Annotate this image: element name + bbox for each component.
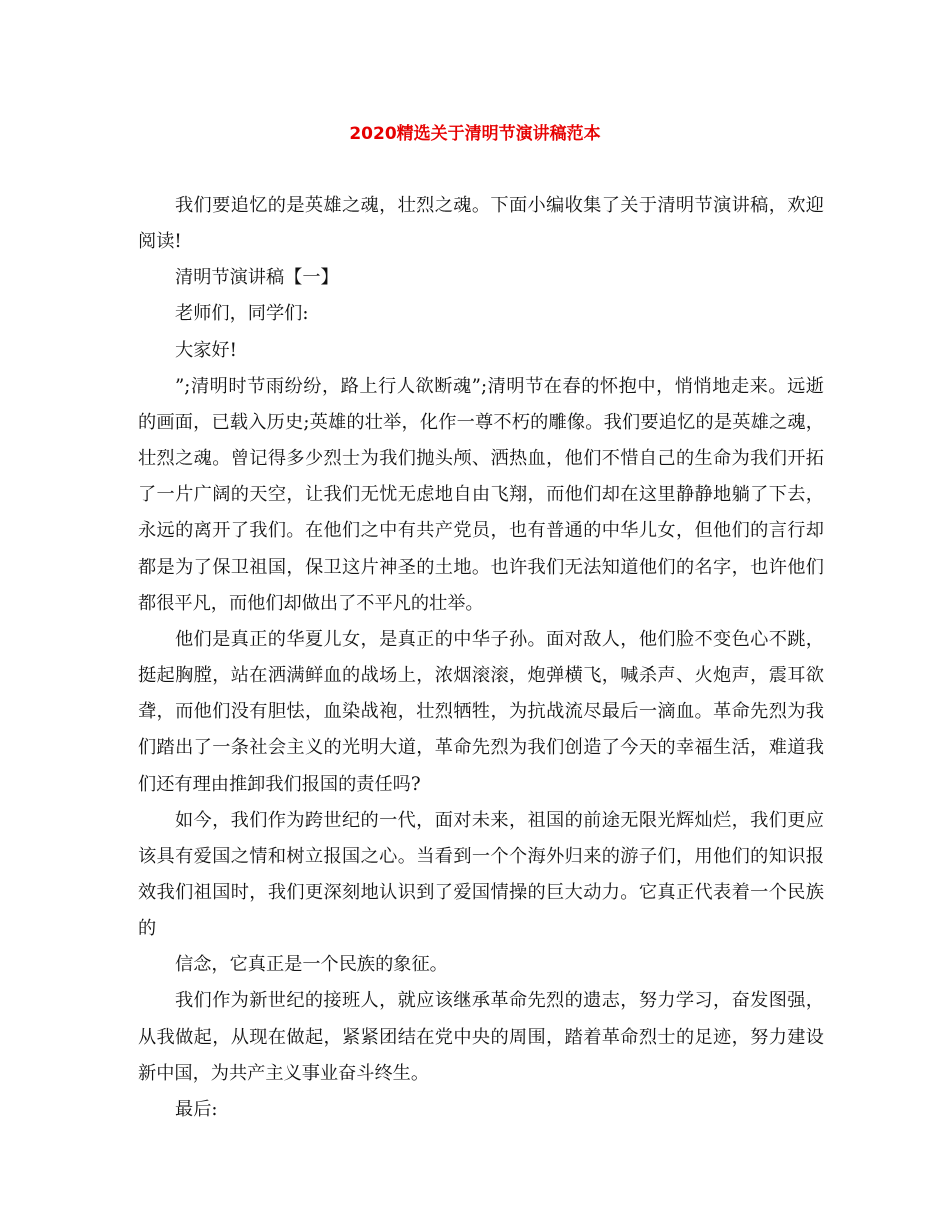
body-paragraph: 他们是真正的华夏儿女，是真正的中华子孙。面对敌人，他们脸不变色心不跳，挺起胸膛，站在洒满鲜血的战场上，浓烟滚滚，炮弹横飞，喊杀声、火炮声，震耳欲聋，而他们没有胆怯，血染战袍，壮烈牺牲，为抗战流尽最后一滴血。革命先烈为我们踏出了一条社会主义的光明大道，革命先烈为我们创造了今天的幸福生活，难道我们还有理由推卸我们报国的责任吗? (138, 628, 824, 795)
speech-heading: 清明节演讲稿【一】 (175, 267, 339, 289)
body-paragraph: 我们作为新世纪的接班人，就应该继承革命先烈的遗志，努力学习，奋发图强，从我做起，从现在做起，紧紧团结在党中央的周围，踏着革命烈士的足迹，努力建设新中国，为共产主义事业奋斗终生。 (138, 990, 824, 1084)
salutation: 老师们，同学们: (175, 303, 309, 325)
document-title: 2020精选关于清明节演讲稿范本 (349, 124, 601, 144)
closing-line: 最后: (175, 1098, 218, 1120)
body-paragraph: ”;清明时节雨纷纷，路上行人欲断魂”;清明节在春的怀抱中，悄悄地走来。远逝的画面，已载入历史;英雄的壮举，化作一尊不朽的雕像。我们要追忆的是英雄之魂，壮烈之魂。曾记得多少烈士为我们抛头颅、洒热血，他们不惜自己的生命为我们开拓了一片广阔的天空，让我们无忧无虑地自由飞翔，而他们却在这里静静地躺了下去，永远的离开了我们。在他们之中有共产党员，也有普通的中华儿女，但他们的言行却都是为了保卫祖国，保卫这片神圣的土地。也许我们无法知道他们的名字，也许他们都很平凡，而他们却做出了不平凡的壮举。 (138, 375, 824, 614)
intro-paragraph: 我们要追忆的是英雄之魂，壮烈之魂。下面小编收集了关于清明节演讲稿，欢迎阅读! (138, 195, 824, 253)
body-paragraph: 如今，我们作为跨世纪的一代，面对未来，祖国的前途无限光辉灿烂，我们更应该具有爱国之情和树立报国之心。当看到一个个海外归来的游子们，用他们的知识报效我们祖国时，我们更深刻地认识到了爱国情操的巨大动力。它真正代表着一个民族的 (138, 809, 824, 940)
body-paragraph: 信念，它真正是一个民族的象征。 (175, 954, 448, 976)
document-body (138, 188, 824, 1128)
greeting: 大家好! (175, 339, 237, 361)
